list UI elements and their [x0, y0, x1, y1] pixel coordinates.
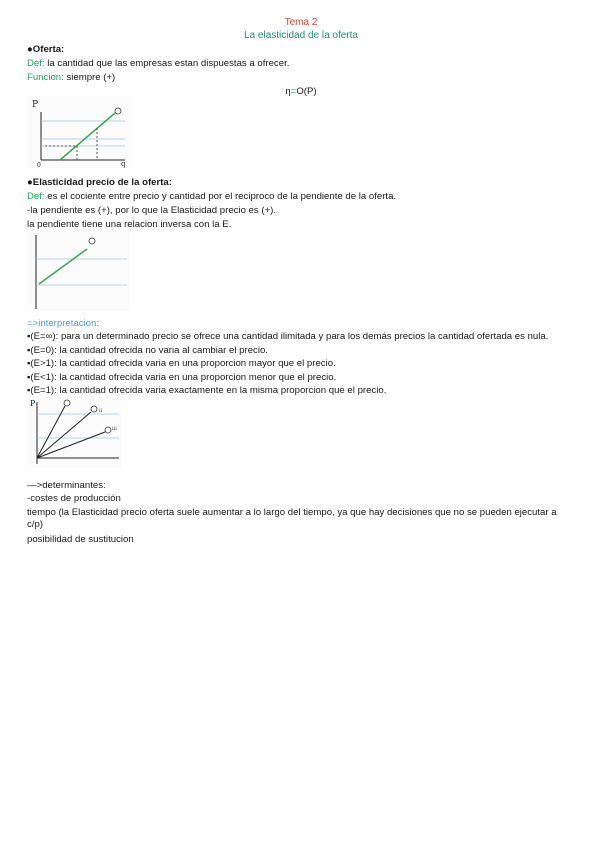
elasticidad-line: la pendiente tiene una relacion inversa con la E. — [27, 219, 232, 230]
ray-label: iii — [112, 426, 117, 432]
def-label: Def: — [27, 58, 45, 69]
oferta-definition — [27, 58, 575, 70]
interpretacion-item: ▪(E=0): la cantidad ofrecida no varia al cambiar el precio. — [27, 345, 268, 356]
curve-marker-icon — [64, 400, 70, 406]
funcion-label: Funcion: — [27, 72, 64, 83]
def-text: es el cociente entre precio y cantidad por el reciproco de la pendiente de la oferta. — [44, 191, 397, 202]
supply-curve — [60, 113, 115, 160]
ray-ii — [37, 412, 91, 458]
curve-marker-icon — [91, 406, 97, 412]
interpretacion-item: ▪(E>1): la cantidad ofrecida varia en una proporcion mayor que el precio. — [27, 358, 336, 369]
interpretacion-item: ▪(E<1): la cantidad ofrecida varia en una proporcion menor que el precio. — [27, 372, 337, 383]
ray-label: ii — [99, 408, 103, 414]
topic-label: Tema 2 — [284, 17, 318, 28]
interpretacion-heading: =>interpretacion: — [27, 318, 99, 329]
ray-iii — [37, 432, 105, 458]
funcion-text: siempre (+) — [63, 72, 116, 83]
formula-eta: η — [285, 86, 291, 97]
determinantes-item: -costes de producción — [27, 493, 121, 504]
determinantes-item: posibilidad de sustitucion — [27, 534, 134, 545]
page-title: La elasticidad de la oferta — [244, 30, 358, 41]
supply-curve — [39, 249, 87, 284]
formula-eq: = — [290, 86, 297, 97]
sketch-pendiente-graph — [27, 231, 130, 311]
oferta-heading: ●Oferta: — [27, 44, 65, 55]
curve-marker-icon — [105, 427, 111, 433]
formula-rest: O(P) — [296, 86, 317, 97]
axis-label-p: P — [32, 100, 39, 110]
sketch-oferta-graph — [27, 96, 132, 168]
axis-label-q: q — [121, 160, 126, 168]
elasticidad-definition — [27, 191, 575, 203]
def-text: la cantidad que las empresas estan dispuestas a ofrecer. — [44, 58, 290, 69]
axis-label-p: P — [30, 399, 36, 408]
interpretacion-item: ▪(E=∞): para un determinado precio se ofrece una cantidad ilimitada y para los demás precios la cantidad ofertada es nula. — [27, 331, 549, 342]
elasticidad-line: -la pendiente es (+), por lo que la Elasticidad precio es (+). — [27, 205, 277, 216]
origin-label: 0 — [37, 162, 41, 168]
curve-marker-icon — [89, 238, 95, 244]
determinantes-item: tiempo (la Elasticidad precio oferta suele aumentar a lo largo del tiempo, ya que hay decisiones que no se pueden ejecutar a c/p) — [27, 507, 557, 530]
sketch-elasticity-rays — [27, 396, 122, 468]
oferta-funcion — [27, 72, 575, 84]
interpretacion-item: ▪(E=1): la cantidad ofrecida varia exactamente en la misma proporcion que el precio. — [27, 385, 387, 396]
def-label: Def: — [27, 191, 45, 202]
elasticidad-heading: ●Elasticidad precio de la oferta: — [27, 177, 172, 188]
curve-marker-icon — [115, 108, 121, 114]
determinantes-heading: —>determinantes: — [27, 480, 106, 491]
